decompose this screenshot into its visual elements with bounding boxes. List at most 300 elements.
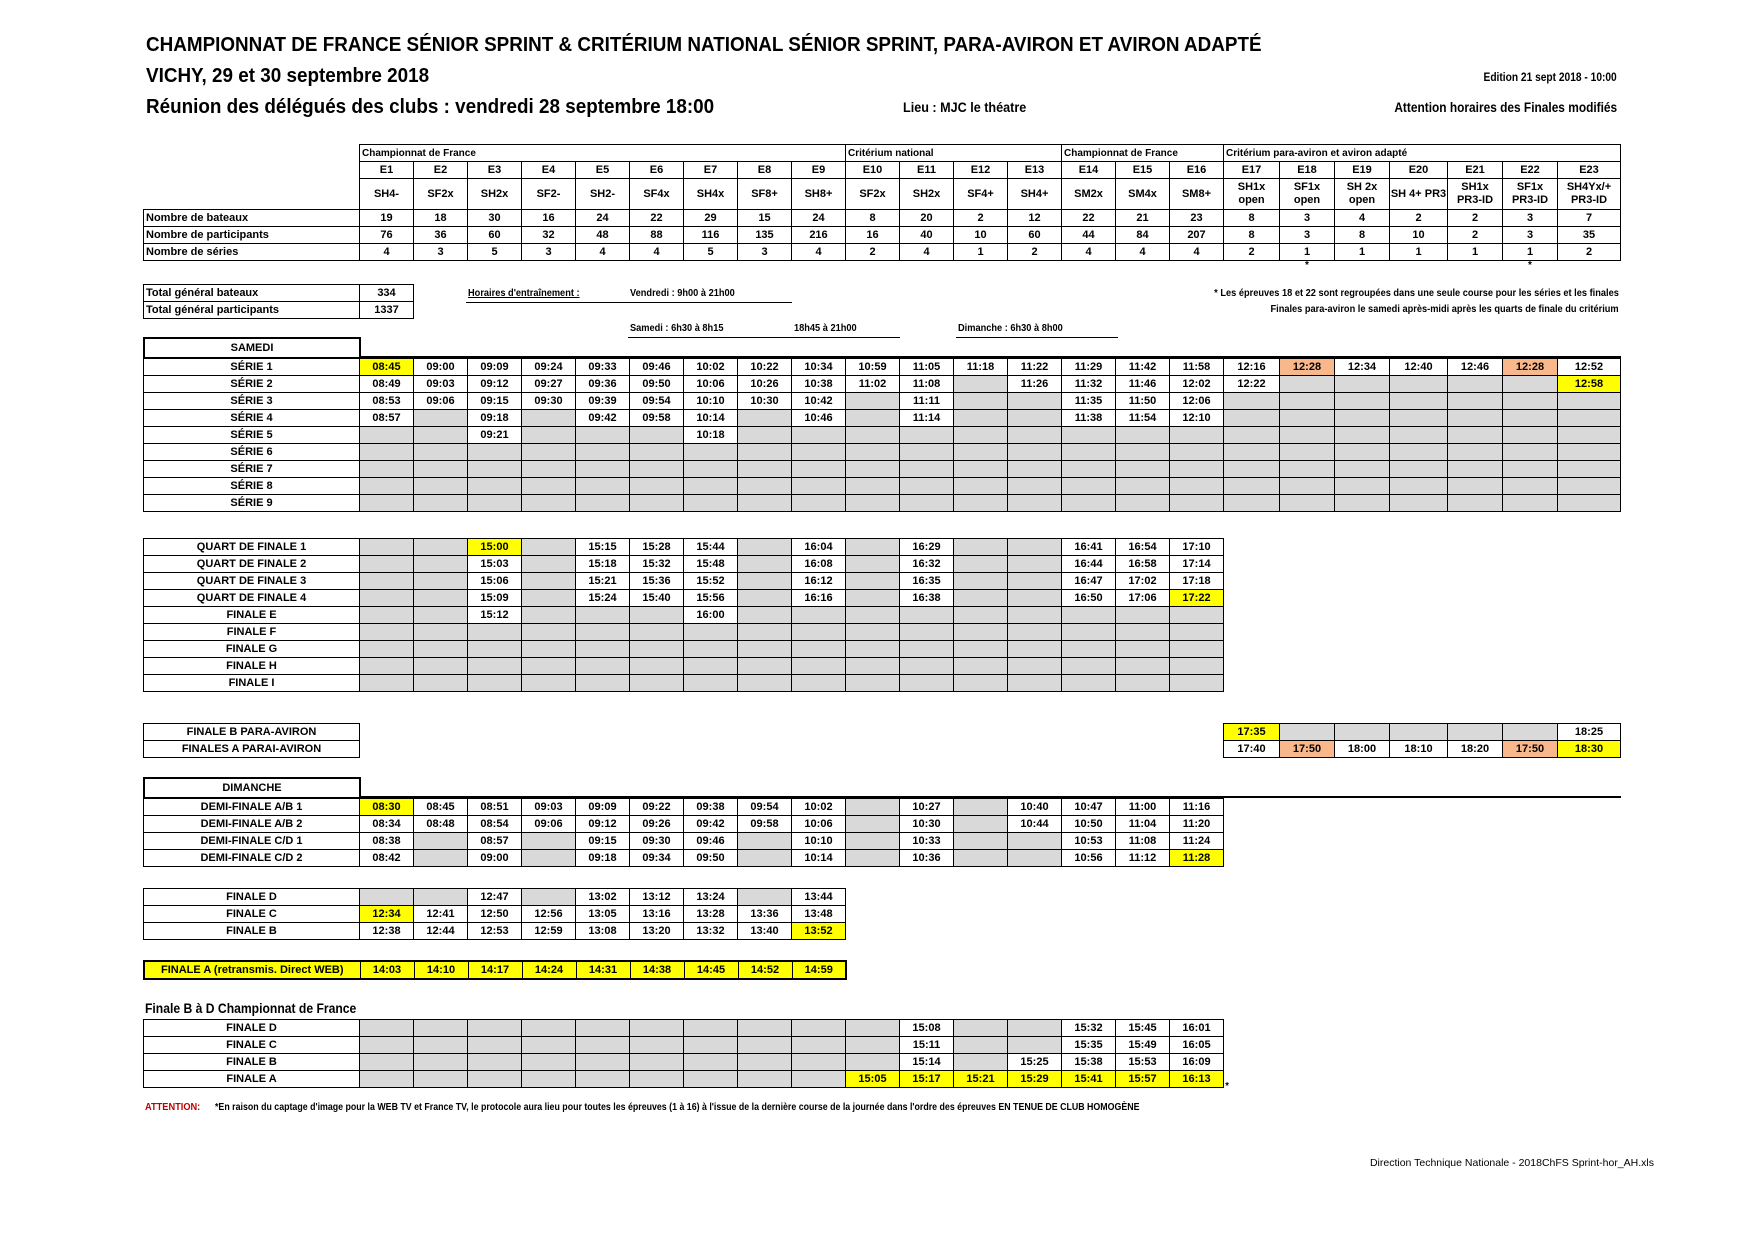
stat-cell: 30 [468,210,522,227]
time-cell: 13:48 [792,906,846,923]
row-label: QUART DE FINALE 1 [144,539,360,556]
table-row [144,850,1224,867]
time-cell [738,850,792,867]
stat-cell: 116 [684,227,738,244]
time-cell: 10:22 [738,359,792,376]
time-cell [792,478,846,495]
time-cell: 09:09 [576,799,630,816]
stat-cell: 24 [576,210,630,227]
time-cell [846,624,900,641]
totals-table [143,284,414,319]
table-row [144,1054,1224,1071]
time-cell: 16:00 [684,607,738,624]
time-cell [792,1071,846,1088]
time-cell [1558,478,1621,495]
time-cell [1280,478,1335,495]
time-cell [522,427,576,444]
time-cell [954,850,1008,867]
time-cell [1390,724,1448,741]
time-cell [414,658,468,675]
time-cell: 12:41 [414,906,468,923]
time-cell: 11:28 [1170,850,1224,867]
training-saturday: Samedi : 6h30 à 8h15 [630,322,724,334]
time-cell: 12:06 [1170,393,1224,410]
time-cell [1558,427,1621,444]
time-cell [1170,495,1224,512]
event-code: E17 [1224,162,1280,179]
time-cell [846,675,900,692]
time-cell: 17:22 [1170,590,1224,607]
time-cell [1062,461,1116,478]
event-code: E15 [1116,162,1170,179]
time-cell [846,1020,900,1037]
boat-type: SF8+ [738,179,792,210]
stat-cell: 1 [1390,244,1448,261]
table-row [144,641,1224,658]
time-cell [738,641,792,658]
time-cell [630,478,684,495]
time-cell: 11:04 [1116,816,1170,833]
time-cell [576,641,630,658]
time-cell [954,495,1008,512]
row-label: DEMI-FINALE A/B 1 [144,799,360,816]
time-cell [954,461,1008,478]
time-cell: 14:31 [576,961,630,979]
time-cell [954,624,1008,641]
stat-cell: 44 [1062,227,1116,244]
time-cell: 13:40 [738,923,792,940]
time-cell: 13:05 [576,906,630,923]
time-cell: 18:30 [1558,741,1621,758]
time-cell [630,461,684,478]
table-row [144,573,1224,590]
time-cell [1280,444,1335,461]
time-cell: 15:35 [1062,1037,1116,1054]
event-code: E20 [1390,162,1448,179]
time-cell: 18:10 [1390,741,1448,758]
time-cell [738,1054,792,1071]
time-cell [1448,495,1503,512]
time-cell [738,675,792,692]
stat-cell: 12 [1008,210,1062,227]
stat-cell: 2 [1224,244,1280,261]
time-cell [1062,444,1116,461]
table-row [144,833,1224,850]
attention-label: ATTENTION: [145,1101,201,1113]
bd-title: Finale B à D Championnat de France [145,1001,357,1016]
time-cell [1008,539,1062,556]
time-cell [738,658,792,675]
time-cell: 09:12 [576,816,630,833]
time-cell: 15:21 [576,573,630,590]
time-cell [1008,393,1062,410]
time-cell [846,393,900,410]
time-cell [846,1037,900,1054]
time-cell [846,607,900,624]
time-cell [630,675,684,692]
time-cell [1390,427,1448,444]
stat-cell: 2 [846,244,900,261]
stat-cell: 4 [900,244,954,261]
time-cell [1062,478,1116,495]
stat-cell: 76 [360,227,414,244]
time-cell [1335,495,1390,512]
time-cell [1008,444,1062,461]
time-cell: 15:56 [684,590,738,607]
stat-cell: 4 [1170,244,1224,261]
boat-type: SF2- [522,179,576,210]
stat-cell: 32 [522,227,576,244]
time-cell: 15:11 [900,1037,954,1054]
time-cell [522,641,576,658]
row-label: FINALE H [144,658,360,675]
table-row [144,590,1224,607]
time-cell [360,624,414,641]
time-cell: 09:18 [576,850,630,867]
boat-type: SF2x [846,179,900,210]
table-row [144,478,1621,495]
time-cell: 15:48 [684,556,738,573]
time-cell [1335,376,1390,393]
time-cell [846,658,900,675]
stat-cell: 22 [630,210,684,227]
time-cell: 13:28 [684,906,738,923]
time-cell [1116,624,1170,641]
time-cell: 08:54 [468,816,522,833]
event-code: E23 [1558,162,1621,179]
time-cell [630,658,684,675]
time-cell [630,1020,684,1037]
time-cell [846,495,900,512]
time-cell: 13:20 [630,923,684,940]
time-cell [1008,427,1062,444]
finale-a-table [143,960,847,980]
time-cell [1558,461,1621,478]
time-cell: 15:08 [900,1020,954,1037]
time-cell [1448,461,1503,478]
time-cell [1448,376,1503,393]
time-cell: 15:49 [1116,1037,1170,1054]
row-label: SÉRIE 8 [144,478,360,495]
stat-cell: 1 [1503,244,1558,261]
time-cell [630,607,684,624]
time-cell [1503,495,1558,512]
time-cell: 09:27 [522,376,576,393]
time-cell [360,539,414,556]
time-cell: 10:06 [684,376,738,393]
time-cell [360,461,414,478]
time-cell [738,1020,792,1037]
table-row [144,889,846,906]
event-code: E19 [1335,162,1390,179]
time-cell [360,444,414,461]
table-row [144,816,1224,833]
boat-type: SH4- [360,179,414,210]
stat-label: Nombre de participants [144,227,360,244]
stat-label: Nombre de bateaux [144,210,360,227]
time-cell [1116,607,1170,624]
stat-cell: 88 [630,227,684,244]
time-cell [1170,624,1224,641]
time-cell [468,658,522,675]
time-cell [1062,658,1116,675]
time-cell [360,1037,414,1054]
time-cell: 12:28 [1280,359,1335,376]
time-cell: 08:45 [414,799,468,816]
time-cell [576,478,630,495]
time-cell: 09:58 [738,816,792,833]
time-cell [900,658,954,675]
time-cell: 09:03 [522,799,576,816]
row-label: FINALE F [144,624,360,641]
time-cell: 16:47 [1062,573,1116,590]
row-label: FINALE D [144,889,360,906]
time-cell: 10:26 [738,376,792,393]
bd-star: * [1225,1080,1229,1092]
time-cell [954,816,1008,833]
time-cell: 17:14 [1170,556,1224,573]
time-cell [846,478,900,495]
time-cell [1008,590,1062,607]
event-code: E5 [576,162,630,179]
time-cell [738,573,792,590]
row-label: FINALE C [144,906,360,923]
event-code: E16 [1170,162,1224,179]
time-cell: 15:44 [684,539,738,556]
time-cell: 14:17 [468,961,522,979]
time-cell: 10:10 [684,393,738,410]
time-cell [522,1054,576,1071]
footer-source: Direction Technique Nationale - 2018ChFS Sprint-hor_AH.xls [1369,1157,1654,1169]
time-cell [1116,641,1170,658]
time-cell: 12:40 [1390,359,1448,376]
row-label: FINALE I [144,675,360,692]
time-cell [954,641,1008,658]
training-sunday: Dimanche : 6h30 à 8h00 [958,322,1063,334]
time-cell: 09:33 [576,359,630,376]
time-cell [1280,724,1335,741]
table-row [144,961,846,979]
time-cell [1224,495,1280,512]
time-cell: 09:12 [468,376,522,393]
time-cell [900,478,954,495]
time-cell: 15:17 [900,1071,954,1088]
table-row [144,1037,1224,1054]
table-row [144,799,1224,816]
event-code: E4 [522,162,576,179]
time-cell [954,539,1008,556]
time-cell [1448,724,1503,741]
time-cell: 11:22 [1008,359,1062,376]
boat-type: SH 2x open [1335,179,1390,210]
time-cell: 10:14 [684,410,738,427]
table-row [144,376,1621,393]
boat-type: SH2x [468,179,522,210]
stat-cell: 21 [1116,210,1170,227]
time-cell [1170,427,1224,444]
stat-cell: 60 [1008,227,1062,244]
time-cell [630,444,684,461]
stat-cell: 4 [576,244,630,261]
time-cell: 11:12 [1116,850,1170,867]
time-cell [846,833,900,850]
time-cell: 09:36 [576,376,630,393]
time-cell: 12:34 [360,906,414,923]
time-cell: 16:35 [900,573,954,590]
event-group-4: Critérium para-aviron et aviron adapté [1224,145,1621,162]
time-cell [522,461,576,478]
time-cell: 15:12 [468,607,522,624]
time-cell [954,573,1008,590]
time-cell [1008,624,1062,641]
time-cell [846,461,900,478]
time-cell: 14:03 [360,961,414,979]
time-cell [1224,410,1280,427]
stat-cell: 16 [846,227,900,244]
time-cell: 11:58 [1170,359,1224,376]
stat-cell: 35 [1558,227,1621,244]
event-code: E8 [738,162,792,179]
time-cell [1224,478,1280,495]
time-cell [1335,478,1390,495]
stat-cell: 8 [846,210,900,227]
time-cell [630,495,684,512]
row-label: SÉRIE 5 [144,427,360,444]
time-cell: 11:18 [954,359,1008,376]
time-cell [900,444,954,461]
time-cell: 12:38 [360,923,414,940]
time-cell [738,427,792,444]
time-cell: 15:06 [468,573,522,590]
stat-cell: 10 [954,227,1008,244]
time-cell: 15:18 [576,556,630,573]
time-cell [576,427,630,444]
time-cell: 17:18 [1170,573,1224,590]
time-cell [414,556,468,573]
time-cell: 11:26 [1008,376,1062,393]
row-label: QUART DE FINALE 2 [144,556,360,573]
time-cell: 10:34 [792,359,846,376]
time-cell [414,461,468,478]
time-cell: 15:24 [576,590,630,607]
time-cell [738,889,792,906]
time-cell: 16:04 [792,539,846,556]
total-part-label: Total général participants [144,302,360,319]
time-cell [954,478,1008,495]
time-cell: 11:46 [1116,376,1170,393]
row-label: FINALES A PARAI-AVIRON [144,741,360,758]
time-cell [1280,461,1335,478]
row-label: FINALE A (retransmis. Direct WEB) [144,961,360,979]
time-cell: 08:49 [360,376,414,393]
time-cell: 17:02 [1116,573,1170,590]
time-cell [1503,478,1558,495]
time-cell: 10:59 [846,359,900,376]
time-cell [1224,444,1280,461]
time-cell [1503,376,1558,393]
time-cell: 15:45 [1116,1020,1170,1037]
time-cell [630,427,684,444]
time-cell: 15:25 [1008,1054,1062,1071]
event-code: E22 [1503,162,1558,179]
time-cell [684,478,738,495]
time-cell [1280,410,1335,427]
time-cell: 13:08 [576,923,630,940]
table-row [144,427,1621,444]
time-cell: 16:09 [1170,1054,1224,1071]
time-cell: 11:00 [1116,799,1170,816]
dimanche-title: DIMANCHE [143,777,361,799]
time-cell: 18:20 [1448,741,1503,758]
time-cell [360,427,414,444]
time-cell [1062,641,1116,658]
time-cell [360,1054,414,1071]
row-label: FINALE C [144,1037,360,1054]
time-cell: 15:09 [468,590,522,607]
stat-cell: 23 [1170,210,1224,227]
time-cell: 10:42 [792,393,846,410]
time-cell [792,495,846,512]
time-cell [630,1071,684,1088]
stat-cell: 1 [954,244,1008,261]
time-cell: 13:44 [792,889,846,906]
stat-cell: 5 [468,244,522,261]
time-cell: 11:50 [1116,393,1170,410]
time-cell [576,495,630,512]
row-label: SÉRIE 7 [144,461,360,478]
time-cell [360,641,414,658]
stat-cell: 4 [630,244,684,261]
time-cell [1280,393,1335,410]
note-regroup: * Les épreuves 18 et 22 sont regroupées dans une seule course pour les séries et les finales [1214,287,1619,299]
time-cell [414,1037,468,1054]
time-cell [1503,410,1558,427]
boat-type: SM8+ [1170,179,1224,210]
time-cell: 17:35 [1224,724,1280,741]
row-label: DEMI-FINALE C/D 1 [144,833,360,850]
time-cell: 09:00 [468,850,522,867]
time-cell: 18:00 [1335,741,1390,758]
time-cell: 15:57 [1116,1071,1170,1088]
time-cell: 12:46 [1448,359,1503,376]
time-cell [1335,410,1390,427]
time-cell [738,590,792,607]
time-cell [1116,658,1170,675]
time-cell: 10:50 [1062,816,1116,833]
time-cell [630,1054,684,1071]
time-cell: 09:30 [630,833,684,850]
time-cell: 15:21 [954,1071,1008,1088]
time-cell [576,1020,630,1037]
stat-cell: 3 [1280,227,1335,244]
table-row [144,410,1621,427]
time-cell [1558,393,1621,410]
stat-cell: 3 [738,244,792,261]
time-cell: 10:47 [1062,799,1116,816]
stat-cell: 19 [360,210,414,227]
stat-cell: 4 [1335,210,1390,227]
time-cell [1116,675,1170,692]
time-cell: 09:06 [522,816,576,833]
time-cell [846,410,900,427]
time-cell: 08:45 [360,359,414,376]
time-cell [414,675,468,692]
stat-cell: 135 [738,227,792,244]
time-cell [1224,427,1280,444]
time-cell: 09:15 [576,833,630,850]
time-cell: 15:32 [630,556,684,573]
time-cell: 10:56 [1062,850,1116,867]
